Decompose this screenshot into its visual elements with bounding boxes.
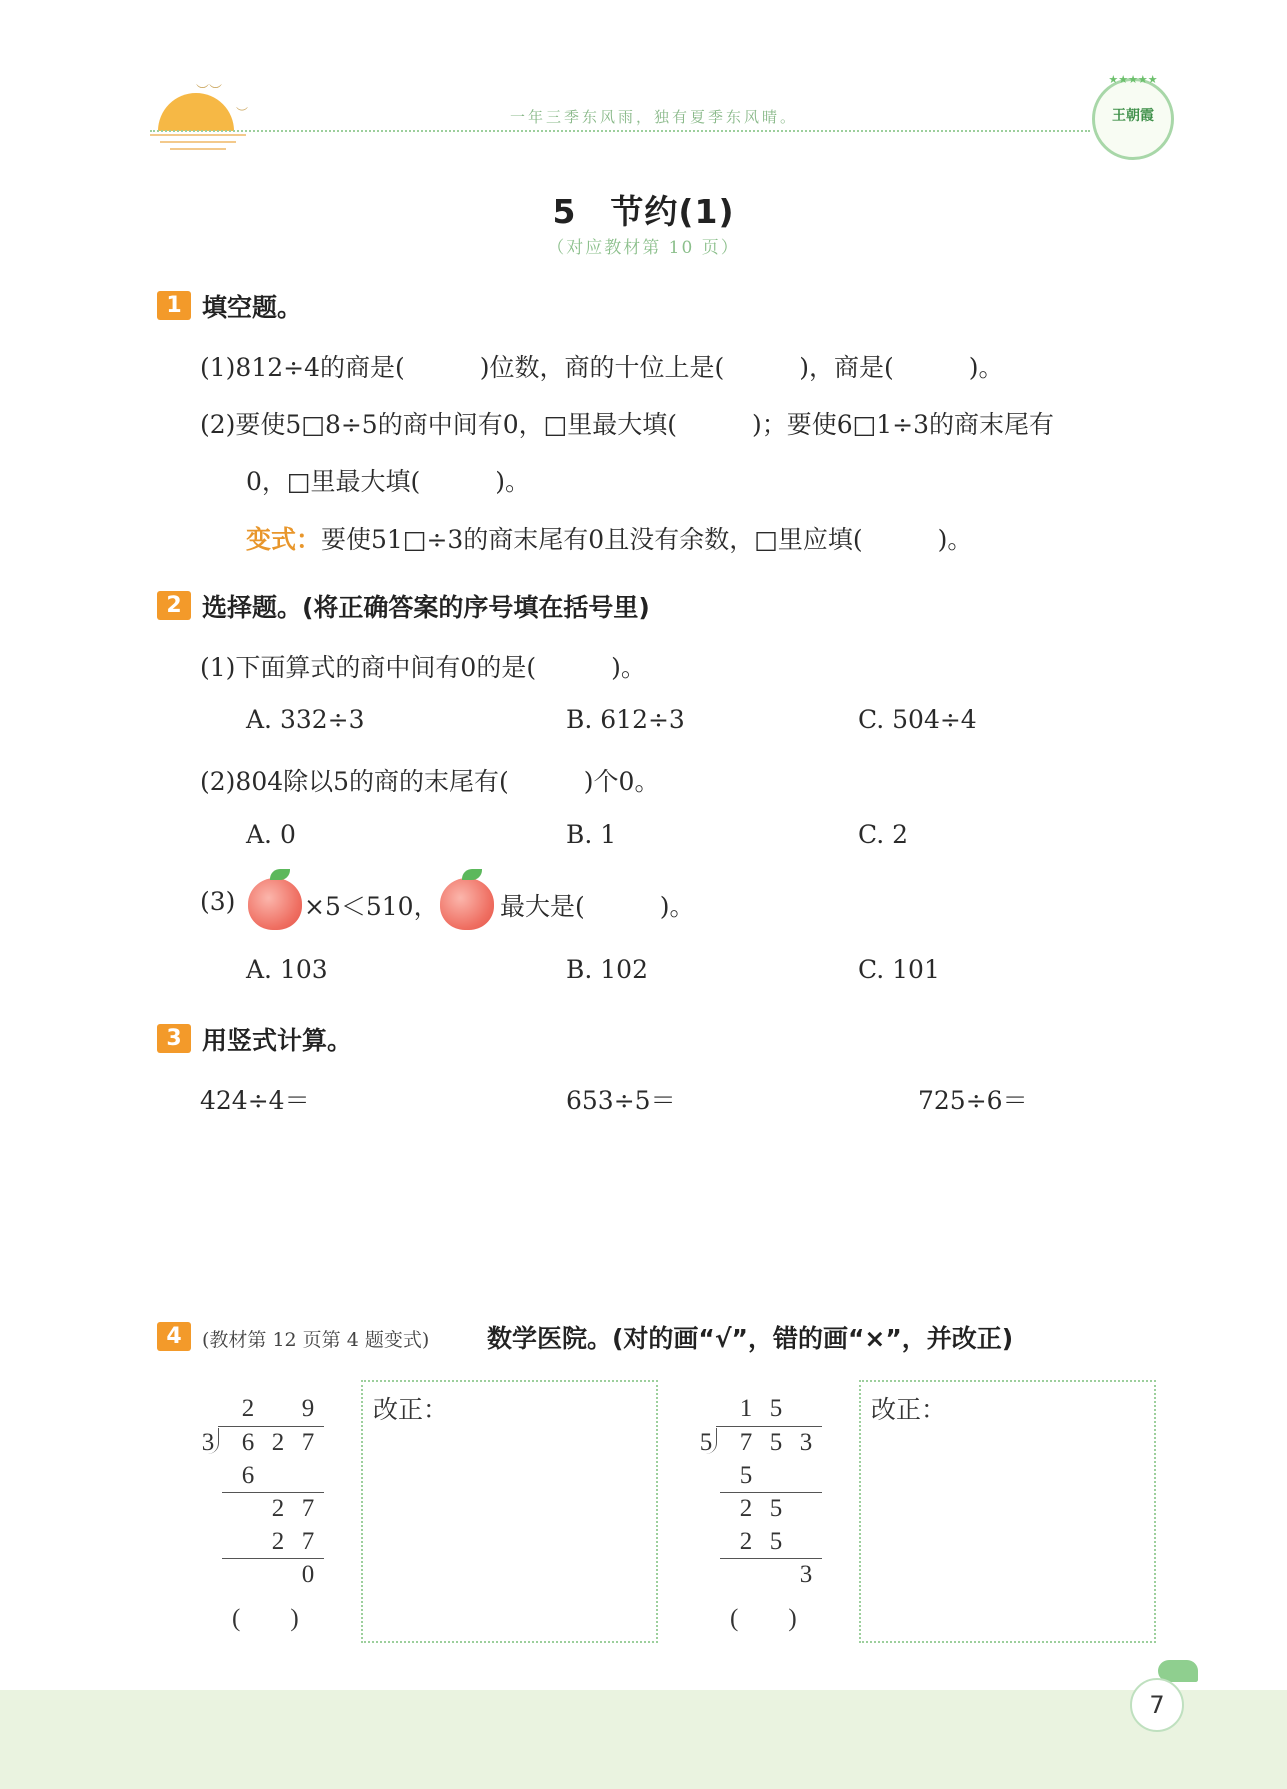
section-title: 用竖式计算。 — [202, 1026, 353, 1055]
section-number: 2 — [157, 591, 191, 620]
step-digit: 5 — [769, 1495, 783, 1522]
option-c: C. 101 — [858, 955, 940, 984]
question-2-1: (1)下面算式的商中间有0的是( )。 — [200, 653, 646, 682]
section-number: 1 — [157, 291, 191, 320]
option-c: C. 2 — [858, 820, 909, 849]
section-number: 4 — [157, 1322, 191, 1351]
question-1-2-line2: 0，□里最大填( )。 — [246, 467, 531, 496]
page-title: 5 节约(1) — [552, 192, 735, 231]
star-icons: ★★★★★ — [1108, 73, 1158, 86]
option-c: C. 504÷4 — [858, 705, 977, 734]
correction-label: 改正： — [871, 1395, 947, 1424]
quotient-digit: 5 — [769, 1395, 783, 1422]
dividend-digit: 3 — [799, 1429, 813, 1456]
header-divider — [150, 130, 1090, 132]
section-title: 数学医院。(对的画“√”，错的画“×”，并改正) — [487, 1324, 1014, 1353]
question-2-3-suffix: 最大是( )。 — [500, 892, 695, 921]
step-digit: 2 — [739, 1495, 753, 1522]
remainder-digit: 3 — [799, 1561, 813, 1588]
step-digit: 2 — [271, 1528, 285, 1555]
long-division-2 — [694, 1392, 824, 1632]
sea-line — [160, 141, 236, 143]
question-2-3-prefix: (3) — [200, 887, 236, 916]
correction-label: 改正： — [373, 1395, 449, 1424]
option-a: A. 0 — [246, 820, 296, 849]
calc-item: 424÷4＝ — [200, 1086, 310, 1115]
footer-band — [0, 1690, 1287, 1789]
answer-bracket[interactable]: ( ) — [730, 1605, 797, 1632]
option-a: A. 332÷3 — [246, 705, 365, 734]
correction-box-2[interactable] — [859, 1380, 1156, 1643]
bird-icon: ︶ — [236, 106, 249, 120]
brand-badge — [1092, 73, 1174, 160]
sea-line — [150, 134, 246, 136]
step-digit: 7 — [301, 1528, 315, 1555]
option-a: A. 103 — [246, 955, 328, 984]
step-digit: 2 — [271, 1495, 285, 1522]
step-digit: 7 — [301, 1495, 315, 1522]
page-number: 7 — [1130, 1678, 1184, 1732]
dividend-digit: 5 — [769, 1429, 783, 1456]
bird-icon: ︶︶ — [196, 84, 223, 99]
quotient-digit: 9 — [301, 1395, 315, 1422]
dividend-digit: 6 — [241, 1429, 255, 1456]
apple-icon — [248, 878, 302, 930]
answer-bracket[interactable]: ( ) — [232, 1605, 299, 1632]
section-number: 3 — [157, 1024, 191, 1053]
step-digit: 2 — [739, 1528, 753, 1555]
variant-label: 变式： — [246, 525, 322, 554]
section-title: 选择题。(将正确答案的序号填在括号里) — [202, 593, 650, 622]
remainder-digit: 0 — [301, 1561, 315, 1588]
quotient-digit: 1 — [739, 1395, 753, 1422]
quotient-digit: 2 — [241, 1395, 255, 1422]
step-digit: 5 — [769, 1528, 783, 1555]
variant-question — [246, 520, 972, 556]
correction-box-1[interactable] — [361, 1380, 658, 1643]
divisor: 5 — [699, 1429, 713, 1456]
dividend-digit: 7 — [739, 1429, 753, 1456]
apple-icon — [440, 878, 494, 930]
question-1-1: (1)812÷4的商是( )位数，商的十位上是( )，商是( )。 — [200, 353, 1004, 382]
page-subtitle: （对应教材第 10 页） — [547, 238, 740, 258]
variant-text: 要使51□÷3的商末尾有0且没有余数，□里应填( )。 — [321, 525, 973, 554]
calc-item: 653÷5＝ — [566, 1086, 676, 1115]
question-1-2-line1: (2)要使5□8÷5的商中间有0，□里最大填( )；要使6□1÷3的商末尾有 — [200, 410, 1055, 439]
divisor: 3 — [201, 1429, 215, 1456]
sea-line — [170, 148, 226, 150]
option-b: B. 1 — [566, 820, 617, 849]
step-digit: 6 — [241, 1462, 255, 1489]
dividend-digit: 7 — [301, 1429, 315, 1456]
brand-logo-text: 王朝霞 — [1112, 108, 1154, 124]
option-b: B. 612÷3 — [566, 705, 685, 734]
section-source-note: (教材第 12 页第 4 题变式) — [202, 1329, 430, 1351]
long-division-1 — [196, 1392, 326, 1632]
dividend-digit: 2 — [271, 1429, 285, 1456]
calc-item: 725÷6＝ — [918, 1086, 1028, 1115]
step-digit: 5 — [739, 1462, 753, 1489]
header-motto: 一年三季东风雨，独有夏季东风晴。 — [510, 108, 799, 126]
option-b: B. 102 — [566, 955, 648, 984]
section-title: 填空题。 — [202, 293, 303, 322]
question-2-3-mid: ×5＜510， — [304, 892, 439, 921]
question-2-2: (2)804除以5的商的末尾有( )个0。 — [200, 767, 660, 796]
